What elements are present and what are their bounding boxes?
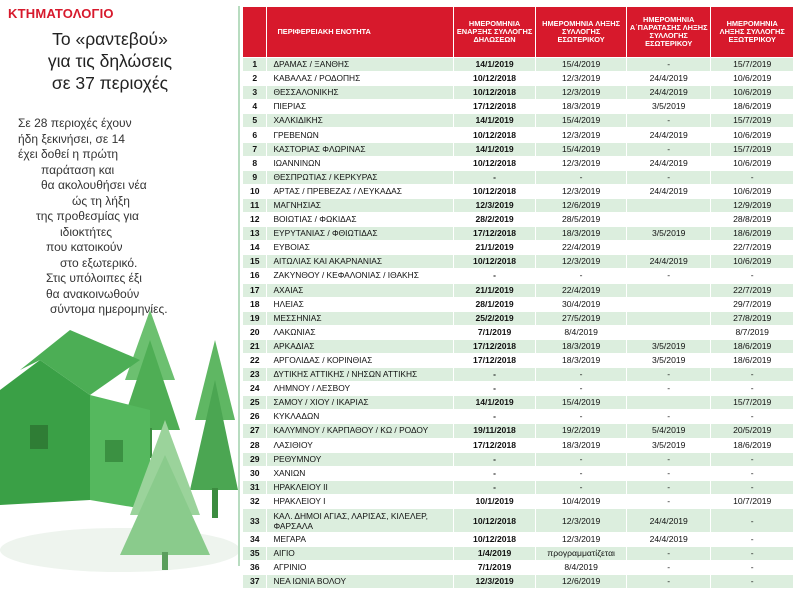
row-end-abroad-date: 12/6/2019 <box>536 575 627 589</box>
row-number: 18 <box>243 297 267 311</box>
row-start-date: - <box>453 466 535 480</box>
table-row <box>243 575 794 589</box>
row-region: ΚΥΚΛΑΔΩΝ <box>267 410 453 424</box>
table-row <box>243 452 794 466</box>
row-extension-date: - <box>626 575 711 589</box>
row-extension-date: 3/5/2019 <box>626 227 711 241</box>
table-body <box>243 58 794 589</box>
row-number: 31 <box>243 480 267 494</box>
row-end-abroad-date: - <box>536 466 627 480</box>
row-end-abroad-date: 12/6/2019 <box>536 198 627 212</box>
row-end-external-date: 22/7/2019 <box>711 241 794 255</box>
row-region: ΗΛΕΙΑΣ <box>267 297 453 311</box>
body-line: της προθεσμίας για <box>36 209 139 223</box>
row-extension-date: - <box>626 269 711 283</box>
row-start-date: - <box>453 368 535 382</box>
body-line: έχει δοθεί η πρώτη <box>18 147 119 161</box>
tree-front-trunk <box>162 552 168 570</box>
row-region: ΧΑΝΙΩΝ <box>267 466 453 480</box>
row-end-abroad-date: 12/3/2019 <box>536 86 627 100</box>
row-region: ΑΓΡΙΝΙΟ <box>267 561 453 575</box>
row-end-external-date: 10/6/2019 <box>711 184 794 198</box>
row-extension-date <box>626 213 711 227</box>
row-extension-date: 24/4/2019 <box>626 72 711 86</box>
row-start-date: 7/1/2019 <box>453 561 535 575</box>
row-extension-date: - <box>626 480 711 494</box>
row-number: 20 <box>243 325 267 339</box>
row-extension-date: 3/5/2019 <box>626 438 711 452</box>
table-row <box>243 533 794 547</box>
row-end-abroad-date: 12/3/2019 <box>536 72 627 86</box>
row-extension-date: 24/4/2019 <box>626 184 711 198</box>
body-line: ήδη ξεκινήσει, σε 14 <box>18 131 125 146</box>
row-extension-date: - <box>626 382 711 396</box>
table-row <box>243 311 794 325</box>
table-row <box>243 547 794 561</box>
table-row <box>243 353 794 367</box>
table-row <box>243 283 794 297</box>
row-end-external-date: 10/6/2019 <box>711 255 794 269</box>
row-extension-date: - <box>626 466 711 480</box>
row-number: 13 <box>243 227 267 241</box>
row-number: 36 <box>243 561 267 575</box>
table-row <box>243 128 794 142</box>
row-end-external-date: - <box>711 547 794 561</box>
row-end-external-date: 15/7/2019 <box>711 142 794 156</box>
left-panel <box>0 0 238 572</box>
row-start-date: 10/12/2018 <box>453 156 535 170</box>
row-start-date: 10/12/2018 <box>453 509 535 533</box>
row-extension-date: 24/4/2019 <box>626 509 711 533</box>
row-end-abroad-date: 15/4/2019 <box>536 396 627 410</box>
header-end-abroad: ΗΜΕΡΟΜΗΝΙΑ ΛΗΞΗΣ ΣΥΛΛΟΓΗΣ ΕΣΩΤΕΡΙΚΟΥ <box>536 7 627 58</box>
row-start-date: 12/3/2019 <box>453 575 535 589</box>
row-end-external-date: 10/6/2019 <box>711 72 794 86</box>
row-number: 22 <box>243 353 267 367</box>
row-region: ΛΑΚΩΝΙΑΣ <box>267 325 453 339</box>
table-row <box>243 466 794 480</box>
body-line: Σε 28 περιοχές έχουν <box>18 116 132 130</box>
row-end-external-date: 15/7/2019 <box>711 58 794 72</box>
row-start-date: 21/1/2019 <box>453 241 535 255</box>
row-end-abroad-date: 15/4/2019 <box>536 142 627 156</box>
row-end-abroad-date: 15/4/2019 <box>536 114 627 128</box>
row-start-date: 17/12/2018 <box>453 227 535 241</box>
row-extension-date: 3/5/2019 <box>626 353 711 367</box>
tree-right-trunk <box>212 488 218 518</box>
row-extension-date <box>626 311 711 325</box>
row-start-date: 17/12/2018 <box>453 339 535 353</box>
row-number: 5 <box>243 114 267 128</box>
body-line: Στις υπόλοιπες έξι <box>46 271 142 285</box>
row-end-external-date: 27/8/2019 <box>711 311 794 325</box>
row-start-date: - <box>453 480 535 494</box>
row-start-date: - <box>453 382 535 396</box>
table-row <box>243 382 794 396</box>
paper-house-trees-illustration <box>0 300 238 572</box>
row-end-abroad-date: 12/3/2019 <box>536 533 627 547</box>
row-end-external-date: 8/7/2019 <box>711 325 794 339</box>
row-region: ΔΥΤΙΚΗΣ ΑΤΤΙΚΗΣ / ΝΗΣΩΝ ΑΤΤΙΚΗΣ <box>267 368 453 382</box>
row-region: ΚΑΛΥΜΝΟΥ / ΚΑΡΠΑΘΟΥ / ΚΩ / ΡΟΔΟΥ <box>267 424 453 438</box>
row-end-abroad-date: - <box>536 480 627 494</box>
row-region: ΑΡΤΑΣ / ΠΡΕΒΕΖΑΣ / ΛΕΥΚΑΔΑΣ <box>267 184 453 198</box>
row-end-abroad-date: 18/3/2019 <box>536 339 627 353</box>
row-extension-date: 24/4/2019 <box>626 533 711 547</box>
row-extension-date: - <box>626 368 711 382</box>
row-end-external-date: - <box>711 561 794 575</box>
row-region: ΜΑΓΝΗΣΙΑΣ <box>267 198 453 212</box>
row-end-abroad-date: 22/4/2019 <box>536 241 627 255</box>
table-row <box>243 100 794 114</box>
row-start-date: 7/1/2019 <box>453 325 535 339</box>
body-line: παράταση και <box>41 162 115 177</box>
headline-line: Το «ραντεβού» <box>52 29 168 49</box>
row-number: 16 <box>243 269 267 283</box>
row-number: 27 <box>243 424 267 438</box>
row-number: 7 <box>243 142 267 156</box>
row-start-date: 14/1/2019 <box>453 142 535 156</box>
row-extension-date: 5/4/2019 <box>626 424 711 438</box>
row-region: ΚΑΛ. ΔΗΜΟΙ ΑΓΙΑΣ, ΛΑΡΙΣΑΣ, ΚΙΛΕΛΕΡ, ΦΑΡΣΑΛΑ <box>267 509 453 533</box>
table-row <box>243 198 794 212</box>
row-start-date: 10/12/2018 <box>453 128 535 142</box>
row-region: ΣΑΜΟΥ / ΧΙΟΥ / ΙΚΑΡΙΑΣ <box>267 396 453 410</box>
row-end-external-date: - <box>711 466 794 480</box>
row-extension-date <box>626 325 711 339</box>
row-region: ΜΕΣΣΗΝΙΑΣ <box>267 311 453 325</box>
body-line: θα ανακοινωθούν <box>46 286 140 301</box>
row-start-date: 1/4/2019 <box>453 547 535 561</box>
row-start-date: 17/12/2018 <box>453 100 535 114</box>
row-extension-date: 3/5/2019 <box>626 100 711 114</box>
row-number: 24 <box>243 382 267 396</box>
row-start-date: 17/12/2018 <box>453 438 535 452</box>
row-extension-date: 24/4/2019 <box>626 255 711 269</box>
body-line: ιδιοκτήτες <box>60 224 112 239</box>
row-number: 1 <box>243 58 267 72</box>
row-end-abroad-date: - <box>536 269 627 283</box>
row-start-date: 10/12/2018 <box>453 255 535 269</box>
header-start: ΗΜΕΡΟΜΗΝΙΑ ΕΝΑΡΞΗΣ ΣΥΛΛΟΓΗΣ ΔΗΛΩΣΕΩΝ <box>453 7 535 58</box>
row-end-abroad-date: 27/5/2019 <box>536 311 627 325</box>
row-extension-date <box>626 241 711 255</box>
table-row <box>243 424 794 438</box>
row-start-date: 28/1/2019 <box>453 297 535 311</box>
row-start-date: 14/1/2019 <box>453 58 535 72</box>
body-line: που κατοικούν <box>46 240 123 254</box>
row-end-external-date: 10/6/2019 <box>711 128 794 142</box>
row-start-date: - <box>453 269 535 283</box>
row-start-date: - <box>453 452 535 466</box>
row-end-abroad-date: 18/3/2019 <box>536 227 627 241</box>
row-end-abroad-date: 19/2/2019 <box>536 424 627 438</box>
tree-right-lower <box>190 380 238 490</box>
row-extension-date: - <box>626 561 711 575</box>
row-number: 25 <box>243 396 267 410</box>
row-region: ΑΙΓΙΟ <box>267 547 453 561</box>
row-end-abroad-date: 18/3/2019 <box>536 353 627 367</box>
row-start-date: - <box>453 170 535 184</box>
row-end-external-date: 15/7/2019 <box>711 114 794 128</box>
row-end-abroad-date: 22/4/2019 <box>536 283 627 297</box>
row-end-abroad-date: - <box>536 410 627 424</box>
table-row <box>243 438 794 452</box>
row-end-external-date: - <box>711 269 794 283</box>
table-row <box>243 58 794 72</box>
row-region: ΑΡΓΟΛΙΔΑΣ / ΚΟΡΙΝΘΙΑΣ <box>267 353 453 367</box>
house-window <box>105 440 123 462</box>
row-end-abroad-date: 15/4/2019 <box>536 58 627 72</box>
row-end-abroad-date: 10/4/2019 <box>536 494 627 508</box>
row-end-external-date: 12/9/2019 <box>711 198 794 212</box>
row-end-abroad-date: - <box>536 452 627 466</box>
row-region: ΒΟΙΩΤΙΑΣ / ΦΩΚΙΔΑΣ <box>267 213 453 227</box>
row-start-date: 14/1/2019 <box>453 396 535 410</box>
row-number: 6 <box>243 128 267 142</box>
row-region: ΛΗΜΝΟΥ / ΛΕΣΒΟΥ <box>267 382 453 396</box>
schedule-table <box>242 6 794 589</box>
row-end-external-date: - <box>711 533 794 547</box>
row-region: ΕΥΡΥΤΑΝΙΑΣ / ΦΘΙΩΤΙΔΑΣ <box>267 227 453 241</box>
row-start-date: 10/1/2019 <box>453 494 535 508</box>
row-extension-date: - <box>626 114 711 128</box>
table-row <box>243 325 794 339</box>
table-row <box>243 114 794 128</box>
table-row <box>243 241 794 255</box>
row-number: 17 <box>243 283 267 297</box>
row-start-date: 25/2/2019 <box>453 311 535 325</box>
header-region: ΠΕΡΙΦΕΡΕΙΑΚΗ ΕΝΟΤΗΤΑ <box>267 7 453 58</box>
row-number: 9 <box>243 170 267 184</box>
table-row <box>243 184 794 198</box>
row-extension-date: 24/4/2019 <box>626 128 711 142</box>
table-row <box>243 410 794 424</box>
row-region: ΗΡΑΚΛΕΙΟΥ Ι <box>267 494 453 508</box>
row-region: ΘΕΣΣΑΛΟΝΙΚΗΣ <box>267 86 453 100</box>
body-line: σύντομα ημερομηνίες. <box>50 302 168 316</box>
table-row <box>243 156 794 170</box>
row-extension-date <box>626 283 711 297</box>
body-line: στο εξωτερικό. <box>60 255 138 270</box>
row-extension-date: 24/4/2019 <box>626 86 711 100</box>
row-extension-date: - <box>626 452 711 466</box>
row-end-external-date: - <box>711 382 794 396</box>
table-row <box>243 227 794 241</box>
row-extension-date <box>626 396 711 410</box>
table-row <box>243 368 794 382</box>
row-number: 30 <box>243 466 267 480</box>
row-end-abroad-date: 12/3/2019 <box>536 156 627 170</box>
row-number: 28 <box>243 438 267 452</box>
row-start-date: 28/2/2019 <box>453 213 535 227</box>
row-end-external-date: - <box>711 368 794 382</box>
row-end-abroad-date: 18/3/2019 <box>536 438 627 452</box>
row-region: ΑΙΤΩΛΙΑΣ ΚΑΙ ΑΚΑΡΝΑΝΙΑΣ <box>267 255 453 269</box>
row-region: ΓΡΕΒΕΝΩΝ <box>267 128 453 142</box>
table-row <box>243 170 794 184</box>
row-end-abroad-date: 28/5/2019 <box>536 213 627 227</box>
row-number: 11 <box>243 198 267 212</box>
table-row <box>243 72 794 86</box>
header-num <box>243 7 267 58</box>
row-extension-date: - <box>626 410 711 424</box>
row-region: ΠΙΕΡΙΑΣ <box>267 100 453 114</box>
row-start-date: 10/12/2018 <box>453 72 535 86</box>
row-end-external-date: 10/7/2019 <box>711 494 794 508</box>
table-row <box>243 396 794 410</box>
body-text <box>6 116 206 318</box>
row-end-abroad-date: 12/3/2019 <box>536 509 627 533</box>
row-end-external-date: 15/7/2019 <box>711 396 794 410</box>
row-end-external-date: - <box>711 452 794 466</box>
row-number: 23 <box>243 368 267 382</box>
table-row <box>243 494 794 508</box>
table-row <box>243 480 794 494</box>
row-end-external-date: 22/7/2019 <box>711 283 794 297</box>
row-number: 4 <box>243 100 267 114</box>
row-start-date: 21/1/2019 <box>453 283 535 297</box>
row-start-date: 14/1/2019 <box>453 114 535 128</box>
row-extension-date <box>626 297 711 311</box>
row-extension-date: - <box>626 547 711 561</box>
row-start-date: - <box>453 410 535 424</box>
table-row <box>243 213 794 227</box>
row-number: 29 <box>243 452 267 466</box>
row-region: ΡΕΘΥΜΝΟΥ <box>267 452 453 466</box>
row-end-external-date: 29/7/2019 <box>711 297 794 311</box>
row-extension-date: - <box>626 58 711 72</box>
row-region: ΖΑΚΥΝΘΟΥ / ΚΕΦΑΛΟΝΙΑΣ / ΙΘΑΚΗΣ <box>267 269 453 283</box>
row-end-external-date: 10/6/2019 <box>711 86 794 100</box>
table-row <box>243 297 794 311</box>
row-region: ΕΥΒΟΙΑΣ <box>267 241 453 255</box>
row-start-date: 12/3/2019 <box>453 198 535 212</box>
row-extension-date: - <box>626 494 711 508</box>
row-end-abroad-date: - <box>536 382 627 396</box>
row-start-date: 17/12/2018 <box>453 353 535 367</box>
row-number: 32 <box>243 494 267 508</box>
row-number: 26 <box>243 410 267 424</box>
row-region: ΛΑΣΙΘΙΟΥ <box>267 438 453 452</box>
header-end-external: ΗΜΕΡΟΜΗΝΙΑ ΛΗΞΗΣ ΣΥΛΛΟΓΗΣ ΕΞΩΤΕΡΙΚΟΥ <box>711 7 794 58</box>
row-number: 15 <box>243 255 267 269</box>
row-number: 34 <box>243 533 267 547</box>
row-region: ΗΡΑΚΛΕΙΟΥ ΙΙ <box>267 480 453 494</box>
row-end-external-date: 18/6/2019 <box>711 438 794 452</box>
row-extension-date <box>626 198 711 212</box>
table-header-row <box>243 7 794 58</box>
row-extension-date: 3/5/2019 <box>626 339 711 353</box>
row-number: 37 <box>243 575 267 589</box>
row-region: ΚΑΣΤΟΡΙΑΣ ΦΛΩΡΙΝΑΣ <box>267 142 453 156</box>
row-number: 21 <box>243 339 267 353</box>
divider <box>238 6 240 566</box>
row-end-external-date: - <box>711 480 794 494</box>
row-end-external-date: 18/6/2019 <box>711 227 794 241</box>
row-region: ΧΑΛΚΙΔΙΚΗΣ <box>267 114 453 128</box>
row-region: ΔΡΑΜΑΣ / ΞΑΝΘΗΣ <box>267 58 453 72</box>
row-extension-date: - <box>626 142 711 156</box>
row-region: ΑΡΚΑΔΙΑΣ <box>267 339 453 353</box>
table-row <box>243 339 794 353</box>
row-end-external-date: 28/8/2019 <box>711 213 794 227</box>
table-row <box>243 509 794 533</box>
row-end-abroad-date: 30/4/2019 <box>536 297 627 311</box>
row-end-abroad-date: 8/4/2019 <box>536 561 627 575</box>
header-extension: ΗΜΕΡΟΜΗΝΙΑ Α΄ΠΑΡΑΤΑΣΗΣ ΛΗΞΗΣ ΣΥΛΛΟΓΗΣ ΕΣΩΤΕΡΙΚΟΥ <box>626 7 711 58</box>
row-end-abroad-date: - <box>536 170 627 184</box>
row-start-date: 10/12/2018 <box>453 86 535 100</box>
row-end-external-date: 20/5/2019 <box>711 424 794 438</box>
table-row <box>243 561 794 575</box>
row-end-abroad-date: 12/3/2019 <box>536 184 627 198</box>
row-number: 33 <box>243 509 267 533</box>
row-region: ΝΕΑ ΙΩΝΙΑ ΒΟΛΟΥ <box>267 575 453 589</box>
row-end-abroad-date: 12/3/2019 <box>536 255 627 269</box>
house-window <box>30 425 48 449</box>
row-end-external-date: 10/6/2019 <box>711 156 794 170</box>
row-end-abroad-date: 12/3/2019 <box>536 128 627 142</box>
row-end-external-date: - <box>711 509 794 533</box>
row-end-abroad-date: 8/4/2019 <box>536 325 627 339</box>
row-number: 12 <box>243 213 267 227</box>
row-region: ΚΑΒΑΛΑΣ / ΡΟΔΟΠΗΣ <box>267 72 453 86</box>
row-region: ΙΩΑΝΝΙΝΩΝ <box>267 156 453 170</box>
row-region: ΜΕΓΑΡΑ <box>267 533 453 547</box>
row-number: 8 <box>243 156 267 170</box>
row-extension-date: - <box>626 170 711 184</box>
table-row <box>243 255 794 269</box>
row-end-external-date: - <box>711 575 794 589</box>
row-end-external-date: 18/6/2019 <box>711 353 794 367</box>
body-line: ώς τη λήξη <box>72 193 130 208</box>
table-row <box>243 269 794 283</box>
row-number: 19 <box>243 311 267 325</box>
headline <box>10 28 210 94</box>
row-end-abroad-date: 18/3/2019 <box>536 100 627 114</box>
row-region: ΘΕΣΠΡΩΤΙΑΣ / ΚΕΡΚΥΡΑΣ <box>267 170 453 184</box>
row-number: 3 <box>243 86 267 100</box>
row-start-date: 10/12/2018 <box>453 184 535 198</box>
row-end-abroad-date: προγραμματίζεται <box>536 547 627 561</box>
row-extension-date: 24/4/2019 <box>626 156 711 170</box>
row-end-external-date: 18/6/2019 <box>711 100 794 114</box>
row-number: 2 <box>243 72 267 86</box>
row-end-abroad-date: - <box>536 368 627 382</box>
body-line: θα ακολουθήσει νέα <box>41 178 147 192</box>
row-end-external-date: - <box>711 410 794 424</box>
row-number: 35 <box>243 547 267 561</box>
table-row <box>243 142 794 156</box>
kicker-label: ΚΤΗΜΑΤΟΛΟΓΙΟ <box>8 6 114 21</box>
row-start-date: 19/11/2018 <box>453 424 535 438</box>
row-end-external-date: 18/6/2019 <box>711 339 794 353</box>
headline-line: για τις δηλώσεις <box>47 51 173 71</box>
row-region: ΑΧΑΙΑΣ <box>267 283 453 297</box>
row-start-date: 10/12/2018 <box>453 533 535 547</box>
row-end-external-date: - <box>711 170 794 184</box>
row-number: 10 <box>243 184 267 198</box>
row-number: 14 <box>243 241 267 255</box>
headline-line: σε 37 περιοχές <box>51 73 169 93</box>
table-row <box>243 86 794 100</box>
